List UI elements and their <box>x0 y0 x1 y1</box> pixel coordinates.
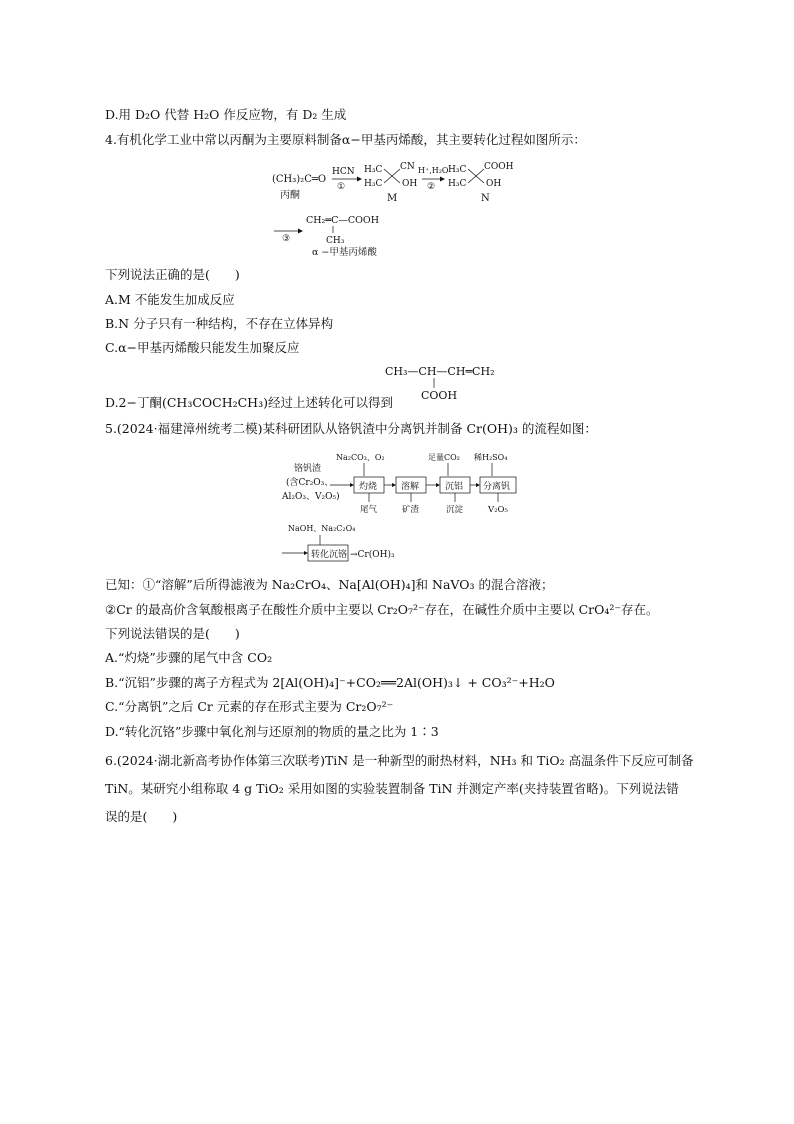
q5-option-b: B.“沉铝”步骤的离子方程式为 2[Al(OH)₄]⁻+CO₂══2Al(OH)₃↓ + CO₃²⁻+H₂O <box>105 675 555 690</box>
q5-flow-diagram <box>280 448 530 568</box>
q4-optd-structure <box>385 362 535 402</box>
acetone-formula: (CH₃)₂C═O <box>272 174 327 185</box>
product-name: α −甲基丙烯酸 <box>312 247 377 258</box>
q3-option-d: D.用 D₂O 代替 H₂O 作反应物，有 D₂ 生成 <box>105 107 347 122</box>
flow-box-dissolve-label: 溶解 <box>401 482 420 492</box>
flow-reagent-3: 稀H₂SO₄ <box>474 453 508 462</box>
q6-line-1: 6.(2024·湖北新高考协作体第三次联考)TiN 是一种新型的耐热材料，NH₃ 和 TiO₂ 高温条件下反应可制备 <box>105 753 694 768</box>
q4-option-c: C.α−甲基丙烯酸只能发生加聚反应 <box>105 340 300 355</box>
flow-box-v-label: 分离钒 <box>483 482 511 492</box>
n-h3c-top: H₃C <box>448 165 467 175</box>
flow-box-roast-label: 灼烧 <box>359 482 378 492</box>
flow-box-cr-label: 转化沉铬 <box>311 550 348 560</box>
flow-raw-3: Al₂O₃、V₂O₅) <box>282 492 340 502</box>
product-formula: CH₂═C—COOH <box>306 215 379 226</box>
n-label: N <box>481 193 490 204</box>
q5-option-c: C.“分离钒”之后 Cr 元素的存在形式主要为 Cr₂O₇²⁻ <box>105 699 394 714</box>
q6-line-3: 误的是( ) <box>105 809 178 824</box>
structure-main-chain: CH₃—CH—CH═CH₂ <box>385 365 495 378</box>
step2-marker: ② <box>427 182 436 192</box>
q5-known-1: 已知：①“溶解”后所得滤液为 Na₂CrO₄、Na[Al(OH)₄]和 NaVO₃ 的混合溶液； <box>105 577 554 592</box>
q4-option-d: D.2−丁酮(CH₃COCH₂CH₃)经过上述转化可以得到 <box>105 395 393 410</box>
flow-out-4: V₂O₅ <box>488 505 508 515</box>
q5-option-d: D.“转化沉铬”步骤中氧化剂与还原剂的物质的量之比为 1∶3 <box>105 724 439 739</box>
n-h3c-bottom: H₃C <box>448 179 467 189</box>
flow-reagent-4: NaOH、Na₂C₂O₄ <box>288 524 356 533</box>
q4-stem: 4.有机化学工业中常以丙酮为主要原料制备α−甲基丙烯酸，其主要转化过程如图所示： <box>105 132 586 147</box>
m-oh: OH <box>402 179 418 189</box>
q5-stem: 5.(2024·福建漳州统考二模)某科研团队从铬钒渣中分离钒并制备 Cr(OH)₃ 的流程如图： <box>105 421 597 436</box>
flow-raw-1: 铬钒渣 <box>294 464 322 474</box>
reagent-h-h2o: H⁺,H₂O <box>418 166 449 175</box>
n-cooh: COOH <box>484 162 514 172</box>
q4-reaction-diagram <box>270 155 550 265</box>
q5-ask: 下列说法错误的是( ) <box>105 626 240 641</box>
flow-reagent-2: 足量CO₂ <box>428 453 460 462</box>
m-cn: CN <box>400 162 415 172</box>
step3-marker: ③ <box>282 234 291 244</box>
flow-reagent-1: Na₂CO₃、O₂ <box>336 453 385 462</box>
q4-option-a: A.M 不能发生加成反应 <box>105 292 235 307</box>
flow-box-al-label: 沉铝 <box>445 482 464 492</box>
n-oh: OH <box>486 179 502 189</box>
q6-line-2: TiN。某研究小组称取 4 g TiO₂ 采用如图的实验装置制备 TiN 并测定产率(夹持装置省略)。下列说法错 <box>105 781 679 796</box>
q4-option-b: B.N 分子只有一种结构，不存在立体异构 <box>105 316 334 331</box>
m-h3c-top: H₃C <box>364 165 383 175</box>
reagent-hcn: HCN <box>332 167 355 177</box>
flow-product: →Cr(OH)₃ <box>350 550 395 560</box>
product-ch3: CH₃ <box>326 236 345 246</box>
structure-cooh: COOH <box>421 389 458 402</box>
flow-out-3: 沉淀 <box>446 505 464 515</box>
flow-out-2: 矿渣 <box>402 505 420 515</box>
q5-option-a: A.“灼烧”步骤的尾气中含 CO₂ <box>105 650 273 665</box>
flow-raw-2: (含Cr₂O₃、 <box>286 478 334 488</box>
m-h3c-bottom: H₃C <box>364 179 383 189</box>
q5-known-2: ②Cr 的最高价含氧酸根离子在酸性介质中主要以 Cr₂O₇²⁻存在，在碱性介质中主要以 CrO₄²⁻存在。 <box>105 602 659 617</box>
flow-out-1: 尾气 <box>360 505 378 515</box>
step1-marker: ① <box>337 182 346 192</box>
acetone-name: 丙酮 <box>280 190 300 201</box>
m-label: M <box>387 193 398 204</box>
q4-ask: 下列说法正确的是( ) <box>105 267 240 282</box>
